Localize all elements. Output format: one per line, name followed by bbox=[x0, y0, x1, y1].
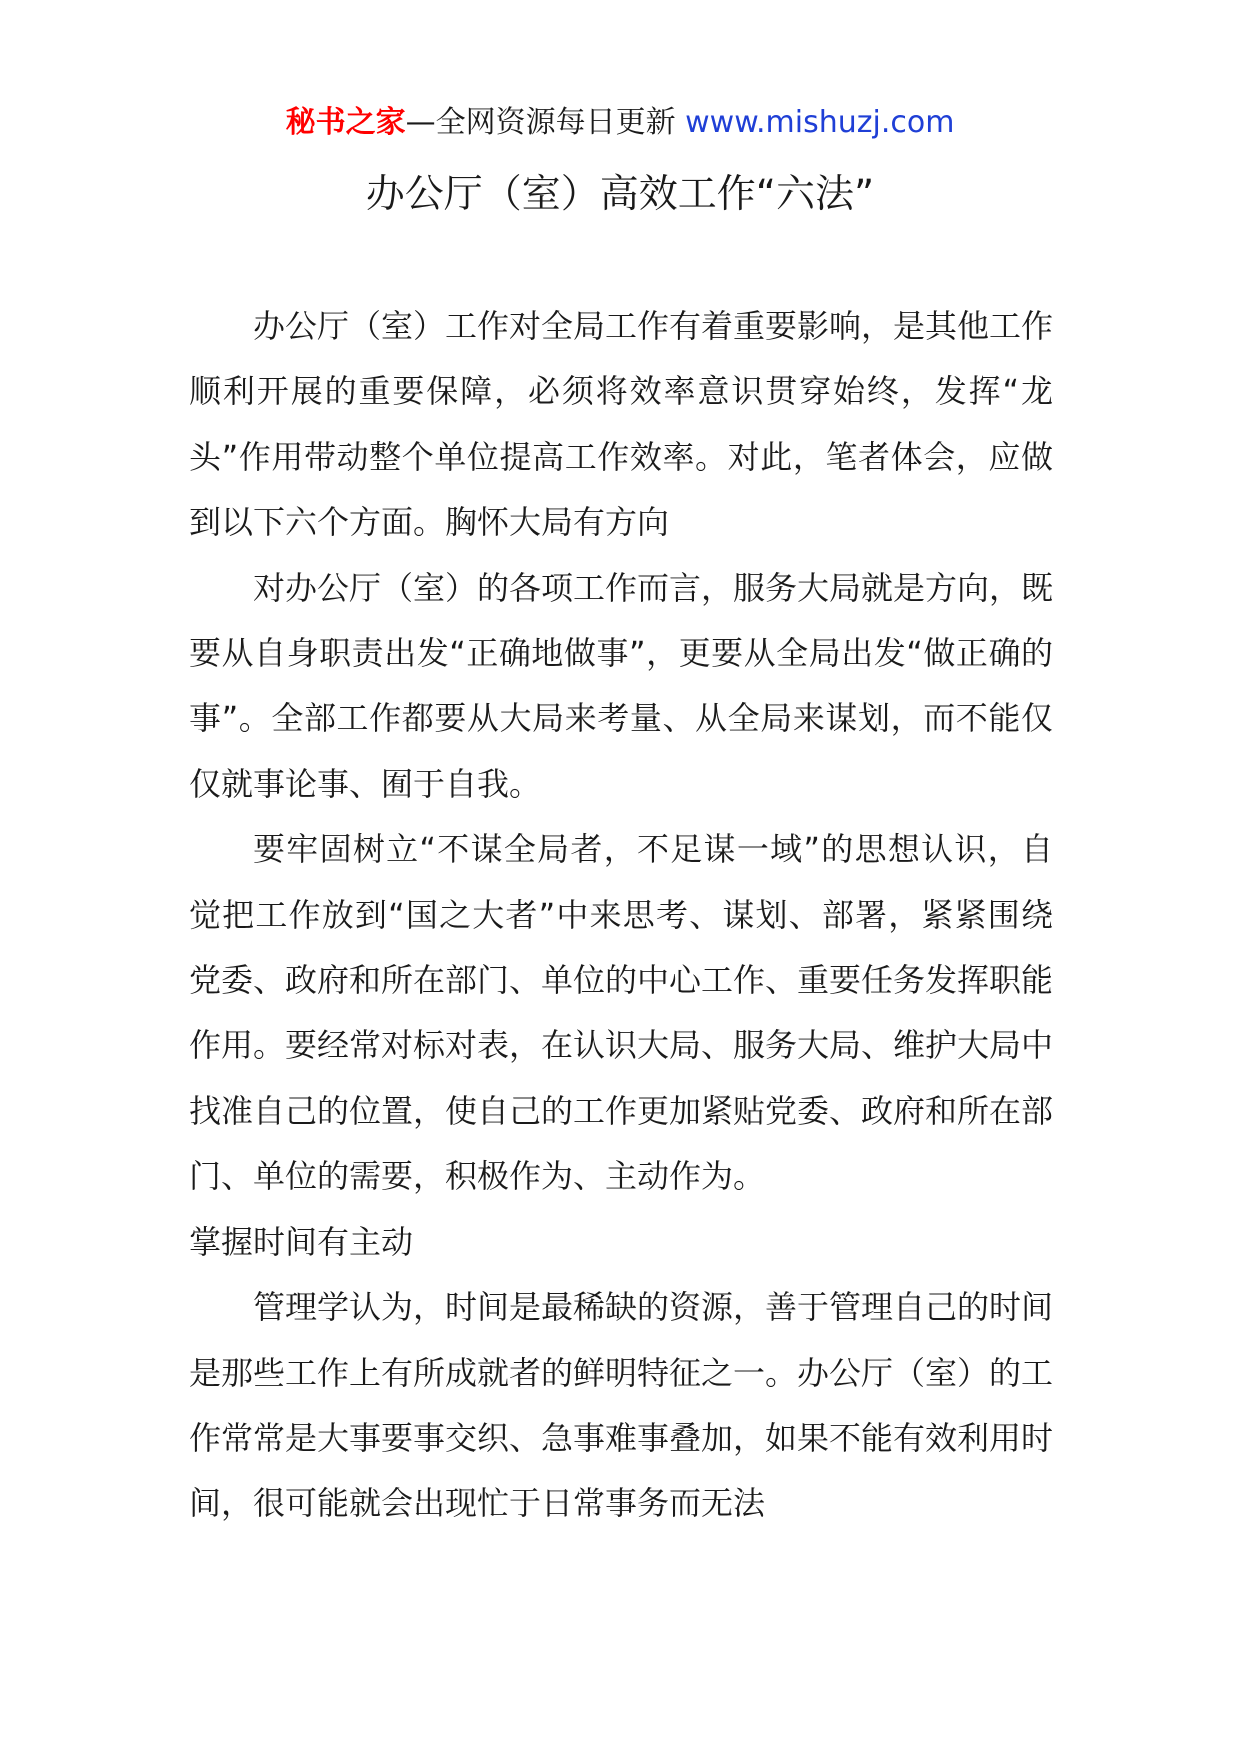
body-paragraph: 对办公厅（室）的各项工作而言，服务大局就是方向，既要从自身职责出发“正确地做事”，更要从全局出发“做正确的事”。全部工作都要从大局来考量、从全局来谋划，而不能仅仅就事论事、囿于自我。 bbox=[189, 568, 1054, 803]
section-subheading: 掌握时间有主动 bbox=[189, 1222, 414, 1261]
document-body bbox=[189, 294, 1053, 1537]
document-title: 办公厅（室）高效工作“六法” bbox=[365, 172, 875, 217]
site-url-link[interactable]: www.mishuzj.com bbox=[685, 105, 955, 140]
header-tagline: —全网资源每日更新 bbox=[405, 105, 686, 140]
body-paragraph: 要牢固树立“不谋全局者，不足谋一域”的思想认识，自觉把工作放到“国之大者”中来思考、谋划、部署，紧紧围绕党委、政府和所在部门、单位的中心工作、重要任务发挥职能作用。要经常对标对表，在认识大局、服务大局、维护大局中找准自己的位置，使自己的工作更加紧贴党委、政府和所在部门、单位的需要，积极作为、主动作为。 bbox=[189, 830, 1054, 1196]
brand-name: 秘书之家 bbox=[285, 105, 406, 140]
body-paragraph: 办公厅（室）工作对全局工作有着重要影响，是其他工作顺利开展的重要保障，必须将效率意识贯穿始终，发挥“龙头”作用带动整个单位提高工作效率。对此，笔者体会，应做到以下六个方面。胸怀大局有方向 bbox=[189, 307, 1054, 542]
site-header bbox=[0, 102, 1240, 144]
body-paragraph: 管理学认为，时间是最稀缺的资源，善于管理自己的时间是那些工作上有所成就者的鲜明特征之一。办公厅（室）的工作常常是大事要事交织、急事难事叠加，如果不能有效利用时间，很可能就会出现忙于日常事务而无法 bbox=[189, 1288, 1054, 1523]
